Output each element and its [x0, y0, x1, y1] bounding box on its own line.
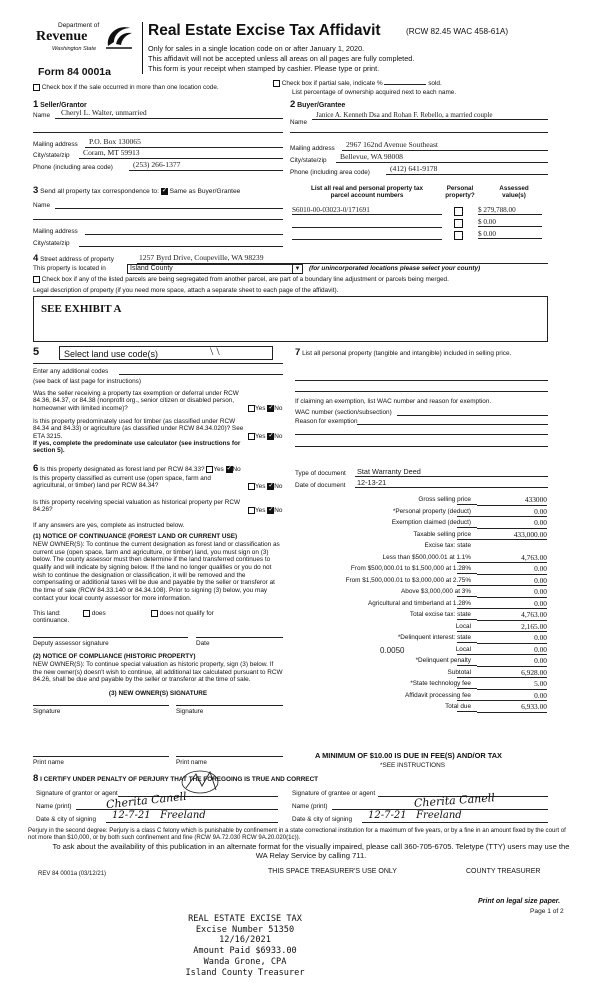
historical-no-checkbox[interactable]	[267, 507, 274, 514]
buyer-phone-field[interactable]: (412) 641-9178	[386, 165, 548, 175]
timber-no-checkbox[interactable]	[267, 433, 274, 440]
qualify-row: This land: does does not qualify for continuance.	[33, 610, 214, 625]
tax-row	[295, 519, 547, 530]
treasurer-space: THIS SPACE TREASURER'S USE ONLY	[268, 868, 397, 875]
parcel-number[interactable]: S6010-00-03023-0/171691	[292, 206, 442, 215]
tax-row-label: Less than $500,000.01 at 1.1%	[382, 553, 471, 561]
owner-print-field-1[interactable]	[33, 756, 169, 757]
dept-line3: Washington State	[52, 46, 97, 52]
tax-row-label: Total due	[445, 703, 471, 710]
dept-line1: Department of	[58, 22, 100, 29]
grantee-handwritten-name: Cherita Canell	[413, 791, 496, 810]
parcel-row-1	[292, 206, 548, 217]
assessed-value[interactable]: $ 279,788.00	[478, 206, 542, 215]
tax-row-label: Gross selling price	[418, 496, 471, 503]
tax-row	[295, 588, 547, 599]
minimum-note: A MINIMUM OF $10.00 IS DUE IN FEE(S) AND/OR TAX	[315, 751, 502, 760]
assessed-value[interactable]: $ 0.00	[478, 230, 542, 239]
q-exemption: Was the seller receiving a property tax exemption or deferral under RCW 84.36, 84.37, or 84.38 (nonprofit org., senior citizen or disabled person, homeowner with limited income)? Yes ✓ No	[33, 390, 285, 412]
legal-paper-note: Print on legal size paper.	[478, 898, 561, 905]
tax-row-leader	[457, 585, 477, 586]
forest-yes-checkbox[interactable]	[206, 466, 213, 473]
tax-row-value[interactable]: 5.00	[477, 680, 547, 690]
partial-sold-label: sold.	[428, 80, 442, 88]
dept-line2: Revenue	[36, 29, 88, 44]
section4-street-row: 4 Street address of property 1257 Byrd Drive, Coupeville, WA 98239	[33, 254, 548, 265]
tax-row-value[interactable]: 4,763.00	[477, 611, 547, 621]
dor-swoosh-icon	[104, 24, 134, 50]
rev-number: REV 84 0001a (03/12/21)	[38, 871, 107, 877]
tax-row-leader	[457, 619, 477, 620]
dor-logo	[30, 22, 142, 60]
tax-row-label: From $500,000.01 to $1,500,000 at 1.28%	[350, 565, 471, 572]
deputy-date-field[interactable]	[196, 637, 283, 638]
tax-row	[295, 657, 547, 668]
exemption-no-checkbox[interactable]	[267, 405, 274, 412]
tax-row	[295, 680, 547, 691]
see-back-note: (see back of last page for instructions)	[33, 378, 141, 385]
q-historical: Is this property receiving special valuation as historical property per RCW 84.26? Yes ✓ No	[33, 499, 285, 514]
tax-row-label: Local	[455, 645, 471, 653]
tax-row-value[interactable]: 0.00	[477, 634, 547, 644]
seller-name-field[interactable]: Cheryl L. Walter, unmarried	[55, 109, 283, 119]
seller-name-row: Name Cheryl L. Walter, unmarried	[33, 112, 283, 119]
seller-phone-row: Phone (including area code) (253) 266-1377	[33, 164, 283, 171]
grantor-date-field[interactable]	[106, 822, 278, 823]
seller-phone-field[interactable]: (253) 266-1377	[129, 161, 283, 171]
grantee-date-field[interactable]	[362, 822, 548, 823]
section4-county-row: This property is located in Island County ▼ (for unincorporated locations please select your county)	[33, 265, 481, 272]
tax-row-leader	[457, 596, 477, 597]
historical-yes-checkbox[interactable]	[248, 507, 255, 514]
tax-row	[295, 577, 547, 588]
buyer-heading: 2 Buyer/Grantee	[290, 99, 346, 110]
tax-row	[295, 508, 547, 519]
personal-header: Personal property?	[445, 185, 475, 200]
form-rcw: (RCW 82.45 WAC 458-61A)	[406, 27, 509, 36]
forest-no-checkbox[interactable]	[226, 466, 233, 473]
personal-property-checkbox[interactable]	[454, 219, 463, 228]
tax-row-label: Total excise tax: state	[409, 611, 471, 618]
tax-row-value[interactable]: 0.00	[477, 646, 547, 656]
owner-print-field-2[interactable]	[176, 756, 283, 757]
tax-row-value[interactable]: 2,165.00	[477, 623, 547, 633]
section3-city-field[interactable]	[79, 246, 283, 247]
grantor-handwritten-date: 12-7-21 Freeland	[112, 810, 206, 821]
parcel-header: List all real and personal property tax parcel account numbers	[311, 185, 423, 200]
tax-row-value[interactable]: 0.00	[477, 692, 547, 702]
select-handwritten-mark: \ \	[210, 344, 220, 358]
tax-row-leader	[457, 608, 477, 609]
grantee-handwritten-date: 12-7-21 Freeland	[368, 810, 462, 821]
wac-number-row: WAC number (section/subsection)	[295, 409, 548, 416]
tax-row-label: Taxable selling price	[413, 530, 471, 538]
seller-city-row: City/state/zip Coram, MT 59913	[33, 152, 283, 159]
tax-row	[295, 692, 547, 703]
if-yes-note: If any answers are yes, complete as instructed below.	[33, 522, 185, 529]
parcel-row-2	[292, 218, 548, 229]
buyer-mailing-row: Mailing address 2967 162nd Avenue Southeast	[290, 145, 548, 152]
exemption-yes-checkbox[interactable]	[248, 405, 255, 412]
wac-claim-note: If claiming an exemption, list WAC number and reason for exemption.	[295, 398, 492, 405]
tax-row	[295, 669, 547, 680]
tax-row-leader	[457, 539, 477, 540]
additional-codes-row: Enter any additional codes	[33, 368, 283, 375]
tax-row-label: Affidavit processing fee	[405, 691, 471, 699]
grantor-date-row: Date & city of signing 12-7-21 Freeland	[36, 816, 286, 823]
q-current-use: Is this property classified as current use (open space, farm and agricultural, or timber) land per RCW 84.34? Yes ✓ No	[33, 475, 285, 490]
tax-row-label: Exemption claimed (deduct)	[391, 519, 471, 526]
tax-row-label: Subtotal	[447, 668, 471, 676]
tax-row	[295, 496, 547, 507]
seller-city-field[interactable]: Coram, MT 59913	[79, 149, 283, 159]
header-note2: This affidavit will not be accepted unless all areas on all pages are fully completed.	[148, 54, 415, 63]
tax-row-leader	[457, 562, 477, 563]
section3-mailing-field[interactable]	[85, 234, 283, 235]
seller-mailing-row: Mailing address P.O. Box 130065	[33, 141, 283, 148]
tax-row	[295, 565, 547, 576]
deputy-signature-field[interactable]	[33, 637, 188, 638]
partial-list-note: List percentage of ownership acquired next to each name.	[292, 89, 457, 96]
tax-row	[295, 623, 547, 634]
partial-sale-check-row[interactable]	[273, 80, 442, 88]
section3-name-row: Name	[33, 202, 283, 209]
does-not-checkbox[interactable]	[151, 610, 158, 617]
tax-row	[295, 542, 547, 553]
current-use-no-checkbox[interactable]	[267, 483, 274, 490]
county-select[interactable]	[127, 264, 303, 274]
section8-certify: 8 I CERTIFY UNDER PENALTY OF PERJURY THAT THE FOREGOING IS TRUE AND CORRECT	[33, 773, 319, 784]
notice1-title: (1) NOTICE OF CONTINUANCE (FOREST LAND OR CURRENT USE)	[33, 533, 238, 540]
buyer-city-field[interactable]: Bellevue, WA 98008	[336, 153, 548, 163]
treasurer-receipt-stamp: REAL ESTATE EXCISE TAX Excise Number 51350 12/16/2021 Amount Paid $6933.00 Wanda Grone, CPA Island County Treasurer	[185, 914, 305, 978]
tax-row-value[interactable]: 0.00	[477, 565, 547, 575]
notice2-title: (2) NOTICE OF COMPLIANCE (HISTORIC PROPERTY)	[33, 653, 196, 660]
tax-row-value[interactable]: 4,763.00	[477, 554, 547, 564]
owner-sig-field-1[interactable]	[33, 705, 169, 706]
legal-description-label: Legal description of property (if you need more space, attach a separate sheet to each page of the affidavit).	[33, 287, 339, 294]
tax-row-leader	[457, 665, 477, 666]
multi-location-check-row[interactable]	[33, 84, 219, 92]
personal-property-checkbox[interactable]	[454, 231, 463, 240]
grantor-name-row: Name (print) Cherita Canell	[36, 803, 286, 810]
tax-row-label: From $1,500,000.01 to $3,000,000 at 2.75%	[345, 576, 471, 584]
county-treasurer: COUNTY TREASURER	[466, 868, 541, 875]
tax-row-value[interactable]: 0.00	[477, 508, 547, 518]
doc-date-field[interactable]: 12-13-21	[355, 479, 548, 488]
grantor-sig-row: Signature of grantor or agent	[36, 790, 286, 797]
tax-row-label: *Personal property (deduct)	[392, 507, 471, 515]
parcel-row-3	[292, 230, 548, 241]
tax-row-label: *State technology fee	[410, 680, 471, 687]
partial-sale-label: Check box if partial sale, indicate %	[281, 80, 383, 88]
land-use-select[interactable]: Select land use code(s) \ \	[59, 346, 273, 360]
q-timber: Is this property predominately used for timber (as classified under RCW 84.34 and 84.33) or agriculture (as classified under RCW 84.34.020)? See ETA 3215. Yes ✓ No If yes, complete the predominate use calculator (see instructions for section 5).	[33, 418, 285, 455]
buyer-city-row: City/state/zip Bellevue, WA 98008	[290, 157, 548, 164]
section3-heading: 3 Send all property tax correspondence to: ✓ Same as Buyer/Grantee	[33, 186, 240, 197]
new-owner-sig-title: (3) NEW OWNER(S) SIGNATURE	[108, 690, 208, 697]
form-number: Form 84 0001a	[38, 66, 111, 78]
unincorporated-note: (for unincorporated locations please select your county)	[309, 265, 481, 272]
multi-location-label: Check box if the sale occurred in more than one location code.	[41, 84, 219, 92]
tax-row-leader	[457, 504, 477, 505]
header-note3: This form is your receipt when stamped by cashier. Please type or print.	[148, 64, 380, 73]
tax-row	[295, 600, 547, 611]
section5-num: 5	[33, 346, 40, 358]
buyer-phone-row: Phone (including area code) (412) 641-9178	[290, 169, 548, 176]
grantee-sig-row: Signature of grantee or agent	[292, 790, 548, 797]
parcel-number[interactable]	[292, 230, 442, 240]
tax-row-value[interactable]: 0.00	[477, 657, 547, 667]
personal-property-field[interactable]	[295, 380, 548, 381]
doc-type-field[interactable]: Stat Warranty Deed	[355, 468, 548, 477]
section3-city-row: City/state/zip	[33, 240, 283, 247]
page-number: Page 1 of 2	[530, 908, 564, 915]
tax-row-value[interactable]: 6,933.00	[477, 703, 547, 713]
deputy-sig-label: Deputy assessor signature	[33, 640, 109, 647]
reason-field[interactable]	[357, 424, 548, 425]
property-street-field[interactable]: 1257 Byrd Drive, Coupeville, WA 98239	[137, 254, 548, 264]
segregated-check-row[interactable]: Check box if any of the listed parcels are being segregated from another parcel, are part of a boundary line adjustment or parcels being merged.	[33, 276, 548, 284]
buyer-mailing-field[interactable]: 2967 162nd Avenue Southeast	[342, 141, 548, 151]
multi-location-checkbox[interactable]	[33, 84, 40, 91]
does-checkbox[interactable]	[83, 610, 90, 617]
form-title: Real Estate Excise Tax Affidavit	[148, 22, 381, 39]
personal-property-checkbox[interactable]	[454, 207, 463, 216]
tax-row-leader	[457, 677, 477, 678]
doc-date-row: Date of document 12-13-21	[295, 482, 548, 489]
tax-row-label: *Delinquent penalty	[415, 657, 471, 664]
seller-mailing-field[interactable]: P.O. Box 130065	[85, 138, 283, 148]
tax-row-label: Above $3,000,000 at 3%	[401, 588, 471, 595]
grantor-handwritten-name: Cherita Canell	[105, 789, 188, 812]
tax-row-value[interactable]: 0.00	[477, 519, 547, 529]
tax-row	[295, 611, 547, 622]
county-select-value: Island County	[130, 265, 173, 272]
seller-heading: 1 Seller/Grantor	[33, 99, 87, 110]
tax-row-leader	[457, 527, 477, 528]
tax-row-label: Excise tax: state	[424, 542, 471, 549]
notice2-text: NEW OWNER(S): To continue special valuation as historic property, sign (3) below. If the new owner(s) doesn't wish to continue, all additional tax calculated pursuant to RCW 84.26, shall be due and payable by the seller or transferor at the time of sale.	[33, 661, 283, 684]
doc-type-row: Type of document Stat Warranty Deed	[295, 470, 548, 477]
tax-row	[295, 646, 547, 657]
tax-row-label: Agricultural and timberland at 1.28%	[367, 599, 471, 607]
tax-row-value[interactable]: 433000	[477, 496, 547, 506]
tax-row	[295, 703, 547, 714]
see-instructions: *SEE INSTRUCTIONS	[380, 762, 445, 769]
same-as-buyer-checkbox[interactable]	[161, 188, 168, 195]
tax-row-leader	[457, 688, 477, 689]
segregated-checkbox[interactable]	[33, 276, 40, 283]
legal-description-value: SEE EXHIBIT A	[41, 303, 122, 315]
grantee-date-row: Date & city of signing 12-7-21 Freeland	[292, 816, 548, 823]
tax-row	[295, 634, 547, 645]
section3-name-field[interactable]	[55, 208, 283, 209]
tax-row-value[interactable]: 0.00	[477, 588, 547, 598]
legal-description-box[interactable]	[33, 296, 548, 342]
header-note1: Only for sales in a single location code on or after January 1, 2020.	[148, 44, 365, 53]
tax-row-leader	[457, 642, 477, 643]
tax-row-leader	[457, 631, 477, 632]
wac-number-field[interactable]	[397, 415, 548, 416]
tax-row	[295, 554, 547, 565]
tax-row-value[interactable]: 6,928.00	[477, 669, 547, 679]
local-rate: 0.0050	[380, 646, 405, 655]
assessed-value[interactable]: $ 0.00	[478, 218, 542, 227]
tax-row-label: Local	[455, 622, 471, 630]
reason-row: Reason for exemption	[295, 418, 548, 425]
section3-mailing-row: Mailing address	[33, 228, 283, 235]
tax-row-leader	[457, 573, 477, 574]
buyer-name-row: Name Janice A. Kenneth Dsa and Rohan F. Rebello, a married couple	[290, 119, 548, 126]
perjury-note: Perjury in the second degree: Perjury is a class C felony which is punishable by confinement in a state correctional institution for a maximum of five years, or by a fine in an amount fixed by the court of not more than $10,000, or by both such confinement and fine (RCW 9A.72.030 RCW 9A.20.020(1c)).	[28, 827, 566, 841]
deputy-date-label: Date	[196, 640, 210, 647]
tax-row-value[interactable]: 433,000.00	[477, 531, 547, 541]
grantee-name-row: Name (print) Cherita Canell	[292, 803, 548, 810]
q-forest: 6 Is this property designated as forest land per RCW 84.33? Yes ✓ No	[33, 464, 285, 475]
chevron-down-icon: ▼	[292, 265, 302, 273]
tax-row-label: *Delinquent interest: state	[397, 634, 471, 641]
tax-row-value[interactable]: 0.00	[477, 577, 547, 587]
alt-format-note: To ask about the availability of this publication in an alternate format for the visually impaired, please call 360-705-6705. Teletype (TTY) users may use the WA Relay Service by calling 711.	[52, 842, 570, 860]
notice1-text: NEW OWNER(S): To continue the current designation as forest land or classification as current use (open space, farm and agriculture, or timber) land, you must sign on (3) below. The county assessor must then determine if the land transferred continues to qualify and will indicate by signing below. If the land no longer qualifies or you do not wish to continue the designation or classification, it will be removed and the compensating or additional taxes will be due and payable by the seller or transferor at the time of sale (RCW 84.33.140 or 84.34.108). Prior to signing (3) below, you may contact your local county assessor for more information.	[33, 541, 280, 602]
partial-sale-checkbox[interactable]	[273, 80, 280, 87]
tax-row-leader	[457, 700, 477, 701]
current-use-yes-checkbox[interactable]	[248, 483, 255, 490]
tax-row-value[interactable]: 0.00	[477, 600, 547, 610]
tax-row	[295, 531, 547, 542]
buyer-name-field[interactable]: Janice A. Kenneth Dsa and Rohan F. Rebello, a married couple	[312, 111, 548, 120]
owner-sig-field-2[interactable]	[176, 705, 283, 706]
timber-yes-checkbox[interactable]	[248, 433, 255, 440]
tax-row-leader	[457, 711, 477, 712]
parcel-number[interactable]	[292, 218, 442, 228]
tax-row-leader	[457, 654, 477, 655]
section7-label: 7 List all personal property (tangible and intangible) included in selling price.	[295, 347, 512, 358]
additional-codes-field[interactable]	[119, 374, 283, 375]
tax-row-leader	[457, 516, 477, 517]
assessed-header: Assessed value(s)	[499, 185, 529, 200]
